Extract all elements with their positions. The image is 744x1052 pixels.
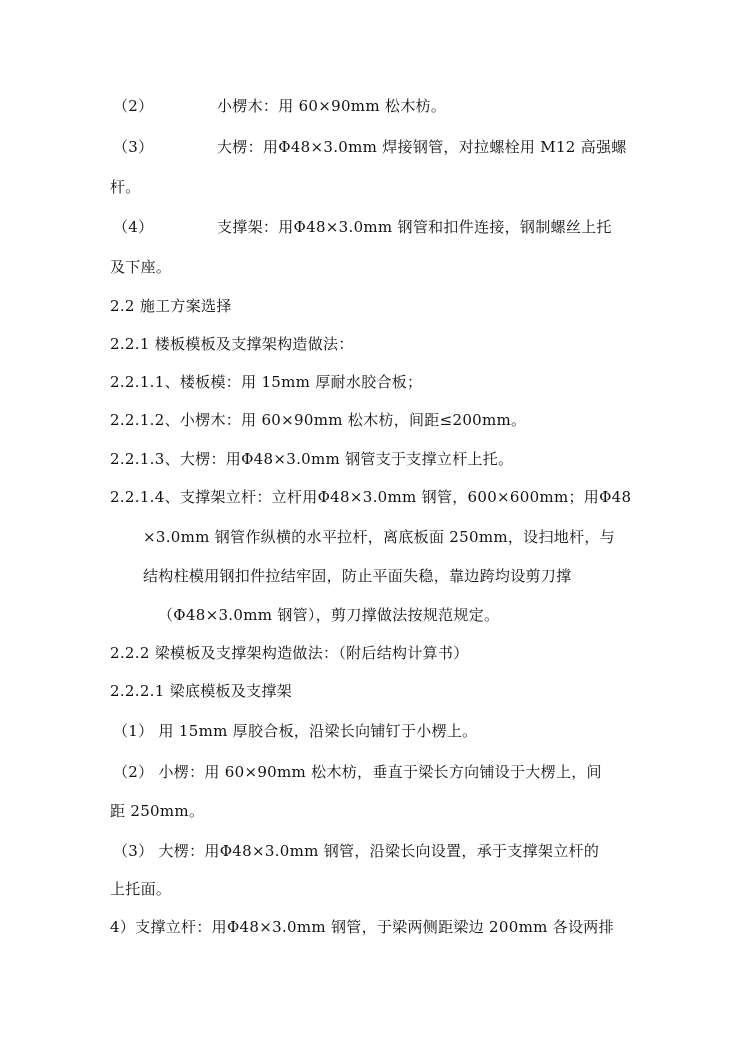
item-number: （3） <box>113 138 154 156</box>
text-line: 上托面。 <box>110 880 172 898</box>
text-line: 4）支撑立杆：用Φ48×3.0mm 钢管，于梁两侧距梁边 200mm 各设两排 <box>110 918 614 936</box>
text-line: 大楞：用Φ48×3.0mm 焊接钢管，对拉螺栓用 M12 高强螺 <box>217 138 627 156</box>
text-line: 支撑架：用Φ48×3.0mm 钢管和扣件连接，钢制螺丝上托 <box>217 218 612 236</box>
text-line: 2.2.1.4、支撑架立杆：立杆用Φ48×3.0mm 钢管，600×600mm；用Φ48 <box>110 488 632 506</box>
text-line: 杆。 <box>110 178 141 196</box>
item-number: （4） <box>113 218 154 236</box>
section-heading: 2.2.2.1 梁底模板及支撑架 <box>110 682 293 700</box>
text-line: 小楞木：用 60×90mm 松木枋。 <box>217 97 447 115</box>
section-heading: 2.2.1 楼板模板及支撑架构造做法： <box>110 335 354 353</box>
text-line: 2.2.1.3、大楞：用Φ48×3.0mm 钢管支于支撑立杆上托。 <box>110 450 514 468</box>
section-heading: 2.2 施工方案选择 <box>110 297 232 315</box>
text-line: （3） 大楞：用Φ48×3.0mm 钢管，沿梁长向设置，承于支撑架立杆的 <box>113 842 600 860</box>
text-line: 结构柱模用钢扣件拉结牢固，防止平面失稳，靠边跨均设剪刀撑 <box>143 567 572 585</box>
item-number: （2） <box>113 97 154 115</box>
text-line: ×3.0mm 钢管作纵横的水平拉杆，离底板面 250mm，设扫地杆，与 <box>143 528 615 546</box>
text-line: 距 250mm。 <box>110 802 205 820</box>
text-line: （2） 小楞：用 60×90mm 松木枋，垂直于梁长方向铺设于大楞上，间 <box>113 763 602 781</box>
text-line: 及下座。 <box>110 258 172 276</box>
text-line: 2.2.1.1、楼板模：用 15mm 厚耐水胶合板； <box>110 373 423 391</box>
section-heading: 2.2.2 梁模板及支撑架构造做法：（附后结构计算书） <box>110 644 469 662</box>
text-line: （Φ48×3.0mm 钢管），剪刀撑做法按规范规定。 <box>158 606 500 624</box>
text-line: 2.2.1.2、小楞木：用 60×90mm 松木枋，间距≤200mm。 <box>110 411 527 429</box>
text-line: （1） 用 15mm 厚胶合板，沿梁长向铺钉于小楞上。 <box>113 722 478 740</box>
